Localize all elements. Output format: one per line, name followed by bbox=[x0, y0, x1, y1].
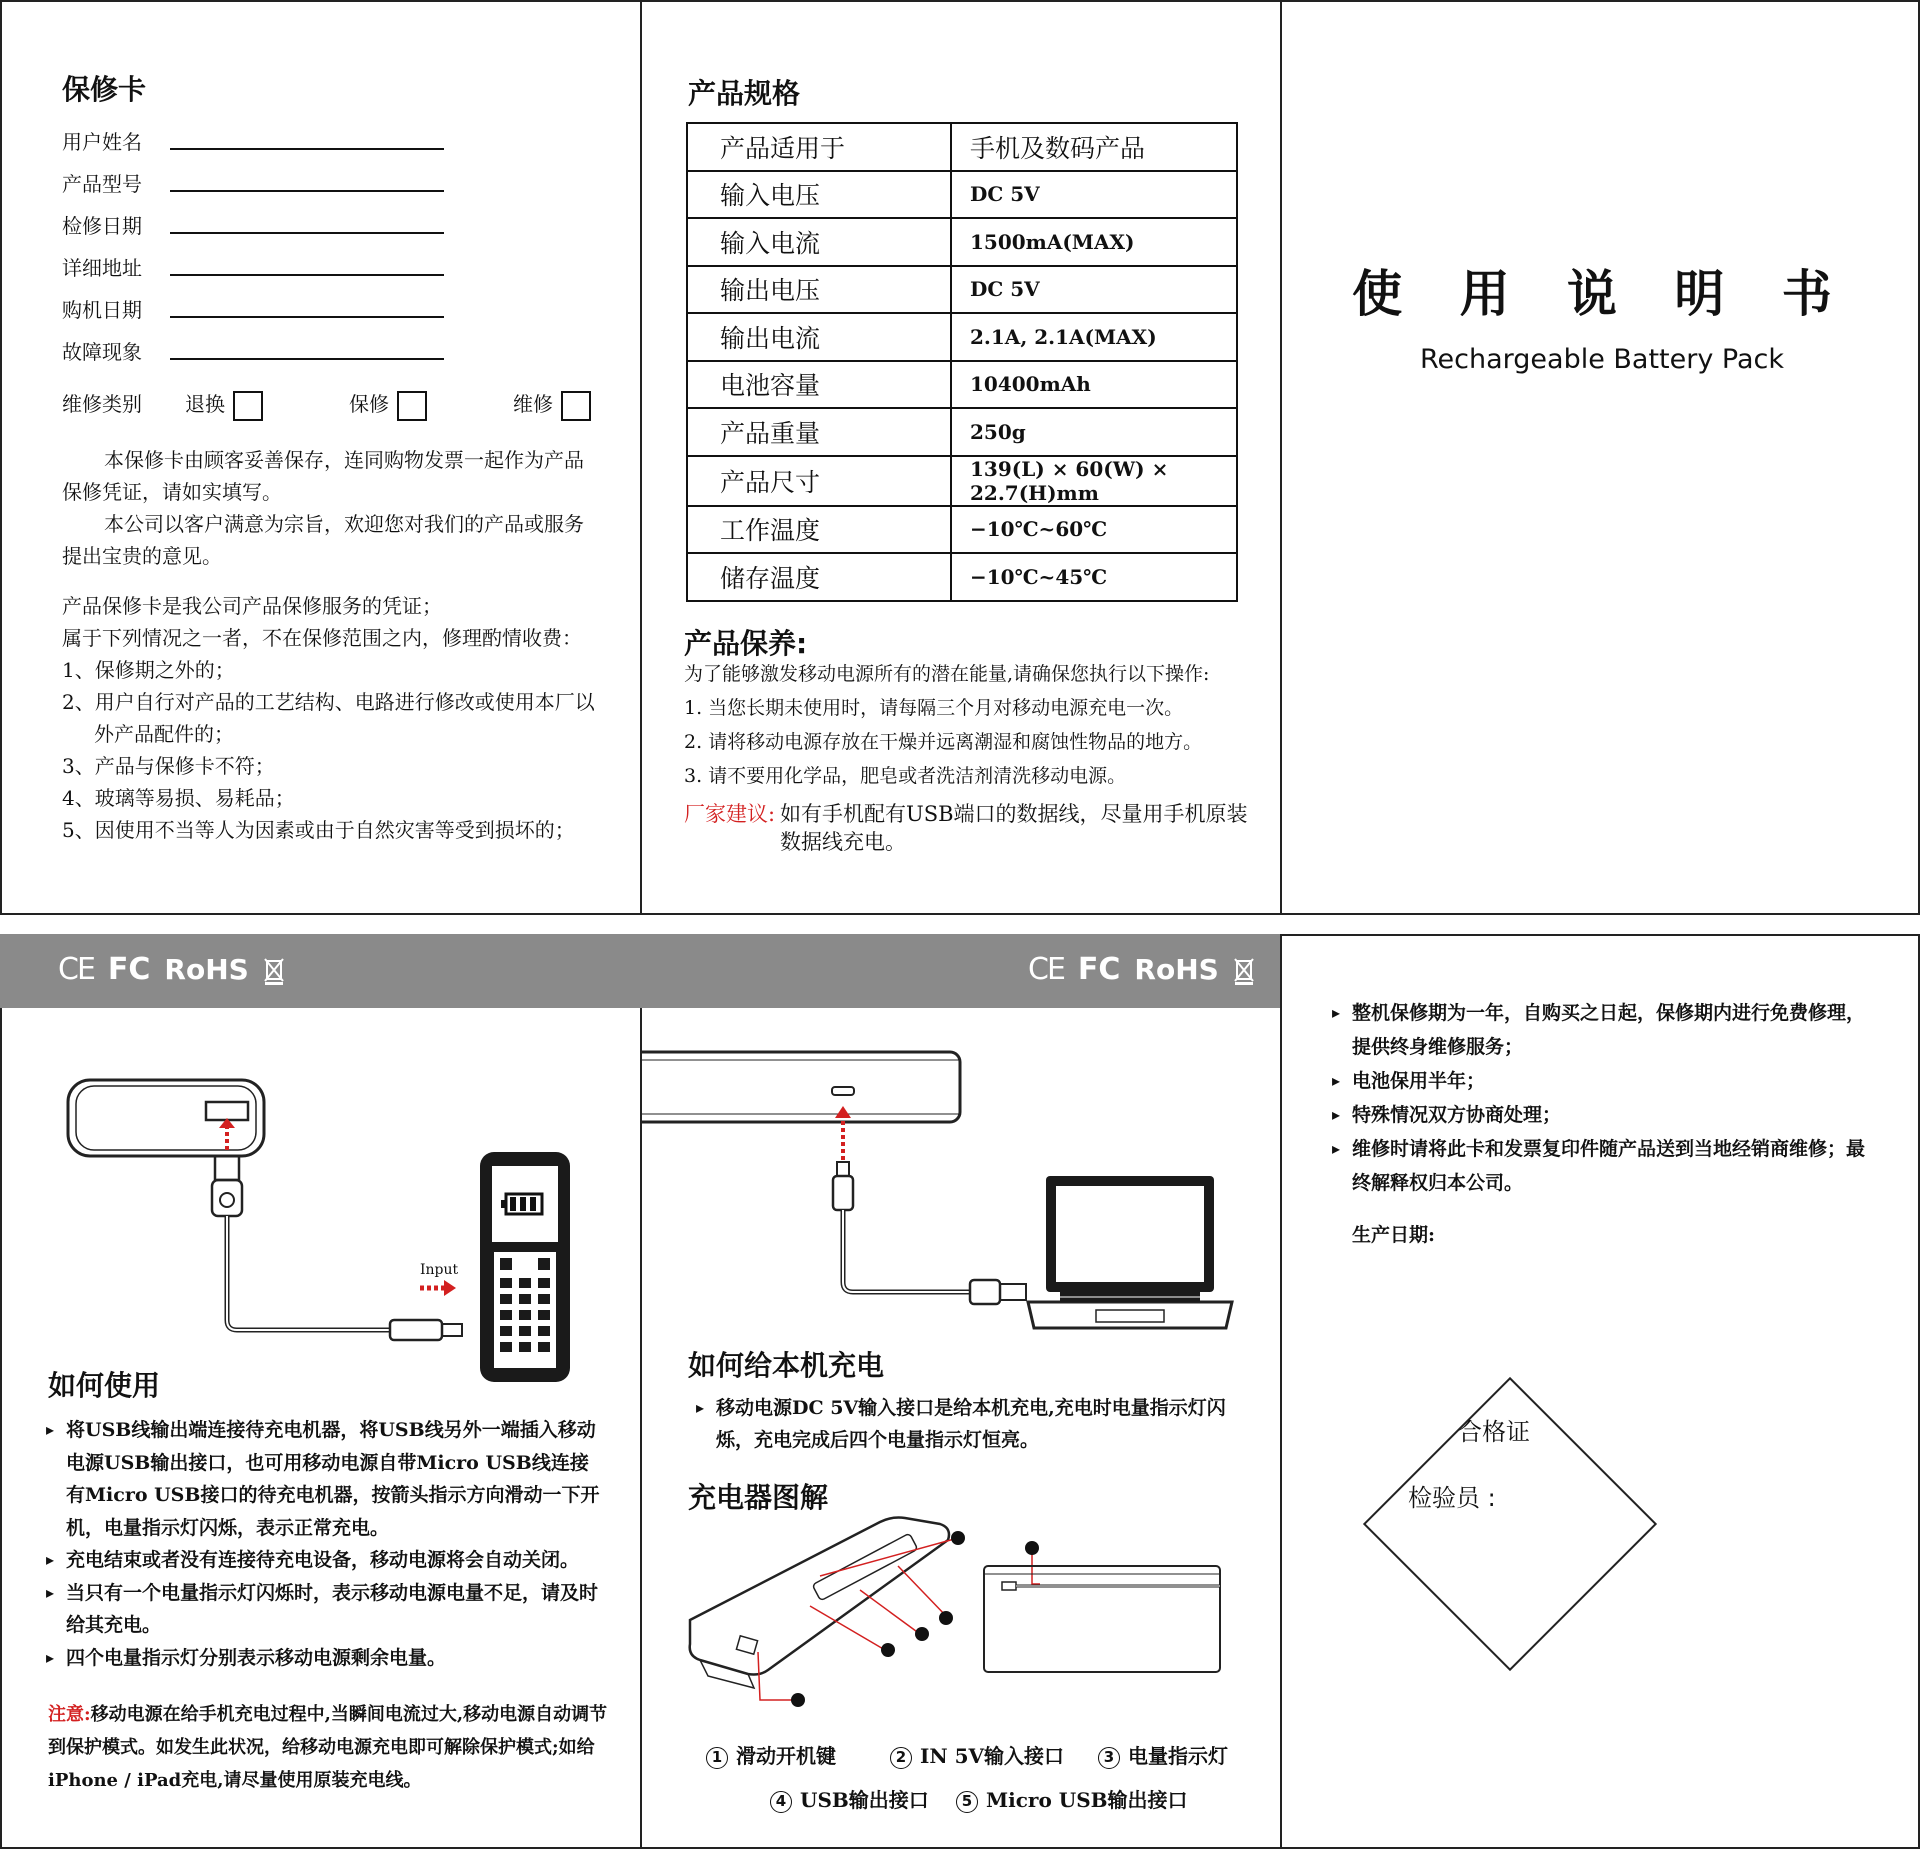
table-row: 电池容量 10400mAh bbox=[687, 361, 1237, 409]
legend-item: 3 电量指示灯 bbox=[1098, 1740, 1228, 1769]
how-to-use-list bbox=[66, 1414, 606, 1674]
table-row: 产品重量 250g bbox=[687, 408, 1237, 456]
table-row: 储存温度 −10℃~45℃ bbox=[687, 553, 1237, 601]
usb-plug-icon bbox=[970, 1280, 1000, 1304]
maintenance-item: 2. 请将移动电源存放在干燥并远离潮湿和腐蚀性物品的地方。 bbox=[684, 731, 1203, 753]
rohs-mark: RoHS bbox=[164, 953, 249, 986]
warranty-line-1: 产品保修卡是我公司产品保修服务的凭证； bbox=[62, 594, 442, 618]
callout-markers bbox=[791, 1531, 1039, 1707]
table-row: 输入电流 1500mA(MAX) bbox=[687, 218, 1237, 266]
laptop-charging-illustration bbox=[640, 1010, 1280, 1350]
maintenance-title: 产品保养: bbox=[684, 627, 808, 660]
list-item: ▸ 当只有一个电量指示灯闪烁时，表示移动电源电量不足，请及时给其充电。 bbox=[66, 1577, 606, 1642]
warranty-card-title: 保修卡 bbox=[62, 73, 147, 106]
rohs-mark: RoHS bbox=[1134, 953, 1219, 986]
fcc-mark-icon: FC bbox=[107, 952, 151, 987]
input-label: Input bbox=[420, 1262, 459, 1278]
fcc-mark-icon: FC bbox=[1077, 952, 1121, 987]
option-repair[interactable]: 维修 bbox=[513, 388, 591, 421]
list-item: ▸ 移动电源DC 5V输入接口是给本机充电,充电时电量指示灯闪烁，充电完成后四个电量指示灯恒亮。 bbox=[716, 1392, 1246, 1456]
weee-bin-icon bbox=[263, 955, 285, 985]
micro-usb-plug-icon bbox=[390, 1320, 442, 1340]
cover-panel bbox=[1280, 0, 1920, 915]
list-item: ▸ 维修时请将此卡和发票复印件随产品送到当地经销商维修；最终解释权归本公司。 bbox=[1352, 1132, 1882, 1200]
power-bank-3d-icon bbox=[690, 1518, 949, 1675]
micro-usb-plug-icon bbox=[833, 1176, 853, 1210]
warranty-item: 3、产品与保修卡不符； bbox=[62, 754, 275, 778]
how-to-use-title: 如何使用 bbox=[48, 1369, 161, 1402]
field-line bbox=[170, 190, 444, 192]
usb-port-icon bbox=[206, 1102, 248, 1120]
option-warranty[interactable]: 保修 bbox=[349, 388, 427, 421]
warranty-para-2: 本公司以客户满意为宗旨，欢迎您对我们的产品或服务提出宝贵的意见。 bbox=[62, 512, 584, 568]
field-line bbox=[170, 358, 444, 360]
table-row: 工作温度 −10℃~60℃ bbox=[687, 506, 1237, 554]
table-row: 输出电流 2.1A, 2.1A(MAX) bbox=[687, 313, 1237, 361]
field-fault[interactable]: 故障现象 bbox=[62, 340, 142, 364]
field-address[interactable]: 详细地址 bbox=[62, 256, 142, 280]
charging-list bbox=[716, 1392, 1246, 1456]
cover-subtitle: Rechargeable Battery Pack bbox=[1419, 344, 1785, 375]
advice-label: 厂家建议: bbox=[684, 802, 776, 826]
charger-diagram bbox=[680, 1510, 1260, 1710]
warranty-card-panel bbox=[0, 0, 642, 915]
list-item: ▸ 特殊情况双方协商处理； bbox=[1352, 1098, 1882, 1132]
checkbox[interactable] bbox=[397, 391, 427, 421]
ce-mark-icon: CE bbox=[58, 952, 94, 987]
cert-logos-left bbox=[58, 952, 285, 987]
cover-title: 使 用 说 明 书 bbox=[1352, 265, 1852, 323]
legend-item: 5 Micro USB输出接口 bbox=[956, 1784, 1188, 1813]
qc-title: 合格证 bbox=[1458, 1418, 1530, 1446]
power-bank-icon bbox=[68, 1080, 264, 1156]
note-text: 移动电源在给手机充电过程中,当瞬间电流过大,移动电源自动调节到保护模式。如发生此状况，给移动电源充电即可解除保护模式;如给iPhone / iPad充电,请尽量使用原装充电线。 bbox=[48, 1704, 608, 1791]
field-line bbox=[170, 316, 444, 318]
cert-logos-right bbox=[1028, 952, 1255, 987]
diagram-title: 充电器图解 bbox=[688, 1481, 829, 1514]
specs-title: 产品规格 bbox=[688, 77, 801, 110]
checkbox[interactable] bbox=[561, 391, 591, 421]
checkbox[interactable] bbox=[233, 391, 263, 421]
warranty-terms-list bbox=[1352, 996, 1882, 1200]
list-item: ▸ 将USB线输出端连接待充电机器，将USB线另外一端插入移动电源USB输出接口，也可用移动电源自带Micro USB线连接有Micro USB接口的待充电机器，按箭头指示方向滑动一下开机，电量指示灯闪烁，表示正常充电。 bbox=[66, 1414, 606, 1544]
field-line bbox=[170, 148, 444, 150]
legend-item: 2 IN 5V输入接口 bbox=[890, 1740, 1064, 1769]
usb-plug-icon bbox=[212, 1180, 242, 1216]
warranty-item: 5、因使用不当等人为因素或由于自然灾害等受到损坏的； bbox=[62, 818, 575, 842]
production-date-label: 生产日期: bbox=[1352, 1224, 1436, 1246]
advice-text: 如有手机配有USB端口的数据线，尽量用手机原装数据线充电。 bbox=[780, 802, 1248, 854]
qc-inspector-label: 检验员 : bbox=[1408, 1484, 1496, 1512]
option-exchange[interactable]: 退换 bbox=[185, 388, 263, 421]
maintenance-item: 1. 当您长期未使用时，请每隔三个月对移动电源充电一次。 bbox=[684, 697, 1184, 719]
warranty-item: 1、保修期之外的； bbox=[62, 658, 235, 682]
ce-mark-icon: CE bbox=[1028, 952, 1064, 987]
field-purchase-date[interactable]: 购机日期 bbox=[62, 298, 142, 322]
maintenance-item: 3. 请不要用化学品，肥皂或者洗洁剂清洗移动电源。 bbox=[684, 765, 1127, 787]
spec-table bbox=[686, 122, 1238, 602]
phone-charging-illustration bbox=[0, 1010, 640, 1410]
power-bank-side-icon bbox=[640, 1052, 960, 1122]
manufacturer-advice bbox=[684, 800, 1264, 856]
how-to-use-note bbox=[48, 1698, 608, 1797]
list-item: ▸ 电池保用半年； bbox=[1352, 1064, 1882, 1098]
warranty-item: 4、玻璃等易损、易耗品； bbox=[62, 786, 295, 810]
field-line bbox=[170, 232, 444, 234]
weee-bin-icon bbox=[1233, 955, 1255, 985]
table-row: 产品适用于 手机及数码产品 bbox=[687, 123, 1237, 171]
warranty-para-1: 本保修卡由顾客妥善保存，连同购物发票一起作为产品保修凭证，请如实填写。 bbox=[62, 448, 584, 504]
table-row: 输出电压 DC 5V bbox=[687, 266, 1237, 314]
maintenance-intro: 为了能够激发移动电源所有的潜在能量,请确保您执行以下操作: bbox=[684, 663, 1210, 685]
note-label: 注意: bbox=[48, 1704, 91, 1725]
power-bank-side-view-icon bbox=[984, 1566, 1220, 1672]
table-row: 输入电压 DC 5V bbox=[687, 171, 1237, 219]
field-product-model[interactable]: 产品型号 bbox=[62, 172, 142, 196]
field-user-name[interactable]: 用户姓名 bbox=[62, 130, 142, 154]
legend-item: 1 滑动开机键 bbox=[706, 1740, 836, 1769]
legend-item: 4 USB输出接口 bbox=[770, 1784, 929, 1813]
warranty-item: 2、用户自行对产品的工艺结构、电路进行修改或使用本厂以外产品配件的； bbox=[62, 690, 595, 746]
charging-title: 如何给本机充电 bbox=[688, 1349, 885, 1382]
repair-type-row: 维修类别 退换 保修 维修 bbox=[62, 388, 602, 417]
list-item: ▸ 整机保修期为一年，自购买之日起，保修期内进行免费修理，提供终身维修服务； bbox=[1352, 996, 1882, 1064]
list-item: ▸ 四个电量指示灯分别表示移动电源剩余电量。 bbox=[66, 1642, 606, 1675]
field-repair-date[interactable]: 检修日期 bbox=[62, 214, 142, 238]
specs-panel bbox=[640, 0, 1282, 915]
warranty-line-2: 属于下列情况之一者，不在保修范围之内，修理酌情收费： bbox=[62, 626, 582, 650]
field-line bbox=[170, 274, 444, 276]
table-row: 产品尺寸 139(L) × 60(W) × 22.7(H)mm bbox=[687, 456, 1237, 506]
micro-usb-port-icon bbox=[832, 1087, 854, 1095]
list-item: ▸ 充电结束或者没有连接待充电设备，移动电源将会自动关闭。 bbox=[66, 1544, 606, 1577]
